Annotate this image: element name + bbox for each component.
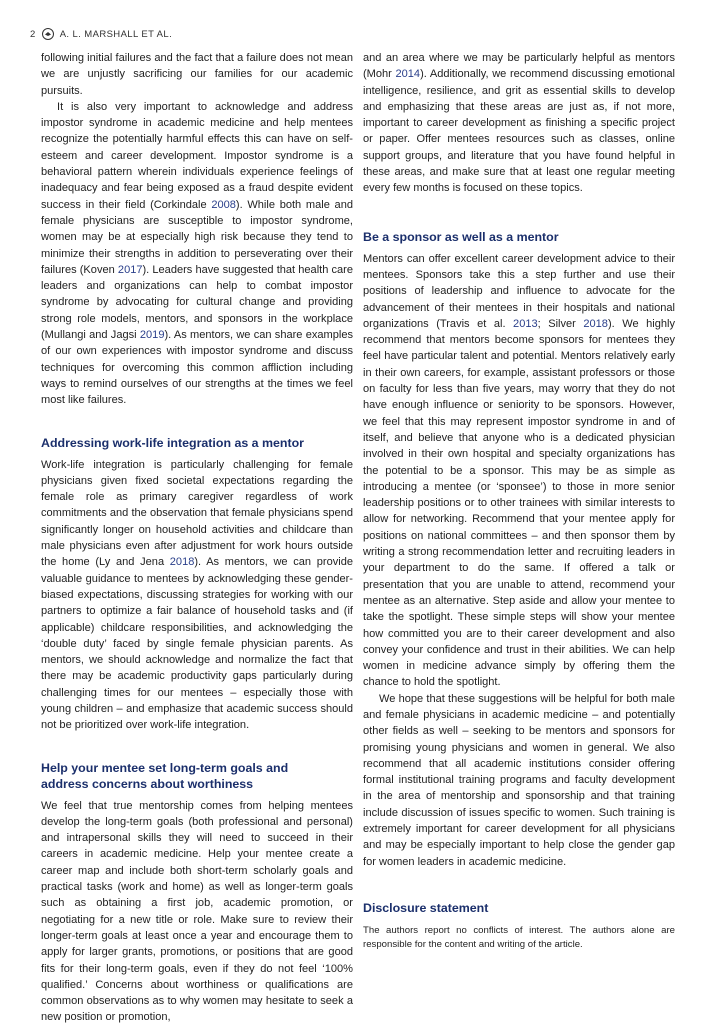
text-run: ). We highly recommend that mentors become sponsors for mentees they feel have particular talent and potential. Mentors relatively early in their own careers, for example, assistant professors or those on faculty for less than five years, may worry that they do not have enough influence or seniority to be sponsors. However, we feel that this may represent impostor syndrome in and of itself, and believe that anyone who is a dedicated physician involved in their own hospital and specialty organizations has the potential to be a sponsor. This may be as simple as introducing a mentee (or ‘sponsee’) to those in more senior leadership positions or to other trainees with similar interests to allow for networking. Recommend that your mentee apply for positions on national committees – and then sponsor them by writing a strong recommendation letter and recruiting leaders in your department to do the same. If offered a talk or presentation that you are unable to attend, recommend your mentee as an alternative. Step aside and allow your mentee to take the spotlight. These simple steps will show your mentee how committed you are to their career development and also convey your confidence and trust in their abilities. We can help women in medicine advance simply by offering them the chance to hold the spotlight.: [363, 317, 675, 689]
heading-line: Help your mentee set long-term goals and: [41, 760, 289, 775]
section-heading-long-term-goals: [41, 760, 353, 792]
page-number: 2: [30, 28, 36, 40]
text-run: It is also very important to acknowledge and address impostor syndrome in academic medicine and help mentees recognize the potentially harmful effects this can have on self-esteem and career development. Impostor syndrome is a behavioral pattern wherein individuals experience feelings of inadequacy and fear being exposed as a fraud despite evident success in their field (Corkindale: [41, 100, 353, 211]
paragraph-conclusion: We hope that these suggestions will be helpful for both male and female physicians in academic medicine – and potentially other fields as well – seeking to be mentors and sponsors for promising young physicians and women in general. We also recommend that all academic institutions consider offering formal institutional training programs and faculty development in the area of mentorship and sponsorship and that training include discussion of issues specific to women. Such training is extremely important for career development for all physicians and may be especially important to help close the gender gap for women leaders in academic medicine.: [363, 692, 675, 868]
text-run: ). While both male and female physicians are susceptible to impostor syndrome, women may be at especially high risk because they tend to minimize their strengths in addition to perseverating over their failures (Koven: [41, 198, 353, 276]
paragraph-work-life: [41, 457, 353, 734]
citation-link[interactable]: 2018: [169, 556, 195, 569]
paragraph-mentor-areas: [363, 50, 675, 197]
citation-link[interactable]: 2014: [395, 68, 421, 81]
paragraph-impostor-syndrome: [41, 99, 353, 409]
text-run: and an area where we may be particularly helpful as mentors (Mohr: [363, 52, 675, 81]
disclosure-text: The authors report no conflicts of interest. The authors alone are responsible for the content and writing of the article.: [363, 924, 675, 951]
citation-link[interactable]: 2013: [513, 317, 538, 330]
running-head-authors: A. L. MARSHALL ET AL.: [59, 28, 173, 40]
section-heading-sponsor: Be a sponsor as well as a mentor: [363, 229, 559, 244]
text-run: ). Leaders have suggested that health care leaders and organizations can help to combat impostor syndrome by advocating for cultural change and providing strong role models, mentors, and sponsors in the workplace (Mullangi and Jagsi: [41, 263, 353, 342]
text-run: Mentors can offer excellent career development advice to their mentees. Sponsors take this a step further and use their positions of leadership and influence to advocate for the advancement of their mentees in their hospitals and national organizations (Travis et al.: [363, 252, 675, 330]
publisher-logo-icon: [42, 28, 54, 40]
paragraph: following initial failures and the fact that a failure does not mean we are unjustly sacrificing our families for our academic pursuits.: [41, 52, 353, 97]
text-run: ). Additionally, we recommend discussing emotional intelligence, resilience, and grit as essential skills to develop and emphasizing that these areas are just as, if not more, important to career development as finishing a specific project or paper. Offer mentees resources such as classes, online support groups, and literature that you have found helpful in these areas, and make sure that at least one regular meeting every few months is focused on these topics.: [363, 68, 676, 195]
text-run: Work-life integration is particularly challenging for female physicians given fixed societal expectations regarding the female role as primary caregiver regardless of work commitments and the observation that female physicians spend significantly longer on household activities and childcare than male physicians even after adjustment for work hours outside the home (Ly and Jena: [41, 458, 353, 569]
text-run: ). As mentors, we can provide valuable guidance to mentees by acknowledging these gender-biased expectations, discussing strategies for working with our partners to optimize a fair balance of household tasks and (if applicable) childcare responsibilities, and acknowledging the ‘double duty’ faced by single female physician parents. As mentors, we should acknowledge and normalize the fact that there may be academic productivity gaps particularly during challenging times for our mentees – especially those with young children – and emphasize that academic success should not be prioritized over work-life integration.: [41, 556, 353, 732]
section-heading-work-life: Addressing work-life integration as a mentor: [41, 435, 305, 450]
citation-link[interactable]: 2008: [211, 198, 236, 211]
text-run: ; Silver: [537, 317, 584, 330]
citation-link[interactable]: 2017: [117, 263, 143, 276]
paragraph-sponsor: [363, 251, 675, 691]
citation-link[interactable]: 2018: [583, 317, 608, 330]
text-run: ). As mentors, we can share examples of our own experiences with impostor syndrome and discuss techniques for overcoming this common affliction including ways to remind ourselves of our strengths at the times we feel most like failures.: [41, 329, 354, 407]
section-heading-disclosure: Disclosure statement: [363, 900, 489, 915]
paragraph-long-term-goals: We feel that true mentorship comes from helping mentees develop the long-term goals (both professional and personal) and intrapersonal skills they will need to succeed in their careers in academic medicine. Help your mentee create a career map and include both short-term scholarly goals and practical tasks (work and home) as well as longer-term goals such as obtaining a first job, academic promotion, or negotiating for a new title or role. Make sure to review their longer-term goals at least once a year and encourage them to apply for larger grants, promotions, or positions that are good fits for their long-term goals, even if they do not feel ‘100% qualified.’ Concerns about worthiness or qualifications are common observations as to why women may hesitate to seek a new position or promotion,: [41, 799, 353, 1024]
right-column: [363, 50, 675, 953]
citation-link[interactable]: 2019: [139, 329, 165, 342]
heading-line: address concerns about worthiness: [41, 776, 254, 791]
running-head: [30, 26, 172, 42]
left-column: [41, 50, 353, 1026]
